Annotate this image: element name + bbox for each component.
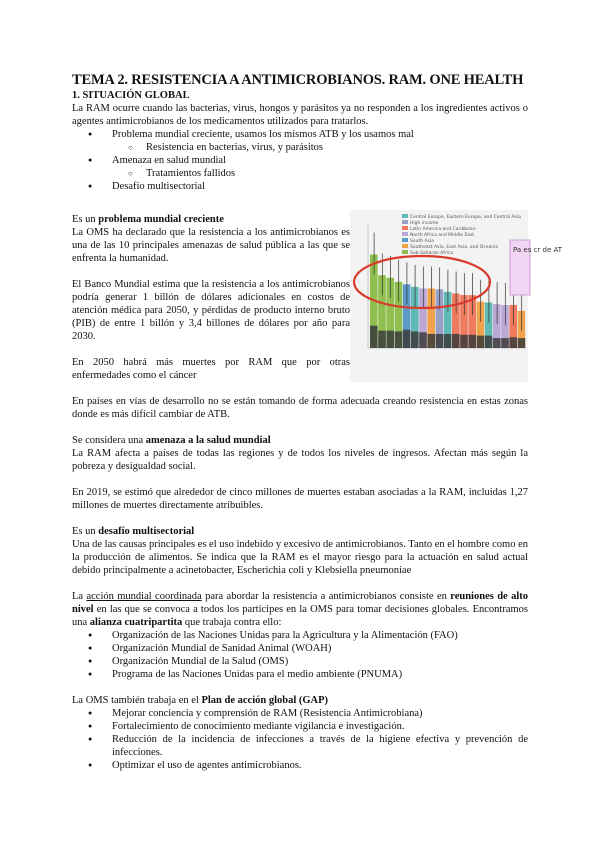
paragraph: El Banco Mundial estima que la resistencia a los antimicrobianos podría generar 1 billón de dólares adicionales en costos de atención médica para 2050, y pérdidas de producto interno bruto (PIB) de entre 1 billón y 3,4 billones de dólares por año para 2030.: [72, 279, 350, 342]
list-item: ● Programa de las Naciones Unidas para el medio ambiente (PNUMA): [112, 668, 528, 681]
bar-attributable: [501, 338, 509, 348]
paragraph: En 2019, se estimó que alrededor de cinco millones de muertes estaban asociadas a la RAM, incluidas 1,27 millones de muertes directamente atribuibles.: [72, 487, 528, 511]
legend-label: North Africa and Middle East: [410, 233, 475, 238]
chart-svg: [350, 210, 563, 382]
paragraph: La RAM afecta a países de todas las regiones y de todos los niveles de ingresos. Afectan más según la pobreza y desigualdad social.: [72, 448, 528, 472]
overlay-text: Pa es cr de AT: [513, 246, 563, 254]
amr-deaths-chart-image: [350, 210, 563, 382]
bar-attributable: [395, 331, 403, 348]
list-item: ● Organización Mundial de la Salud (OMS): [112, 655, 528, 668]
page-title: TEMA 2. RESISTENCIA A ANTIMICROBIANOS. RAM. ONE HEALTH: [72, 72, 524, 88]
bar-attributable: [436, 334, 444, 348]
paragraph: Una de las causas principales es el uso indebido y excesivo de antimicrobianos. Tanto en el hombre como en la producción de alimentos. Se indica que la RAM es el mayor riesgo para la actuación en salud actual debido principalmente a acinetobacter, Escherichia coli y Klebsiella pneumoniae: [72, 539, 528, 576]
bar-attributable: [411, 331, 419, 348]
bold-text: amenaza a la salud mundial: [145, 435, 271, 446]
legend-label: Sub-Saharan Africa: [410, 251, 454, 256]
legend-swatch: [402, 220, 408, 224]
list-item: ○ Resistencia en bacterias, virus, y parásitos: [146, 141, 528, 154]
bar-attributable: [493, 338, 501, 348]
bar-attributable: [386, 331, 394, 348]
list-item: ○ Tratamientos fallidos: [146, 167, 528, 180]
legend-label: Latin America and Caribbean: [410, 227, 476, 232]
subheading: [72, 434, 528, 447]
subheading: [72, 525, 528, 538]
bar-attributable: [419, 332, 427, 348]
legend-label: Southeast Asia, East Asia, and Oceania: [410, 245, 499, 250]
section-heading: 1. SITUACIÓN GLOBAL: [72, 90, 190, 101]
sub-list: [72, 141, 528, 154]
intro-paragraph: La RAM ocurre cuando las bacterias, virus, hongos y parásitos ya no responden a los ingredientes activos o agentes antimicrobianos de los medicamentos utilizados para tratarlos.: [72, 103, 528, 127]
list-item: ● Fortalecimiento de conocimiento mediante vigilancia e investigación.: [112, 720, 528, 733]
text: Es un: [72, 526, 99, 537]
text: para abordar la resistencia a antimicrobianos consiste en: [201, 591, 451, 602]
paragraph: En países en vías de desarrollo no se están tomando de forma adecuada creando resistencia en estas zonas donde es más difícil cambiar de ATB.: [72, 396, 528, 420]
bar-attributable: [518, 338, 526, 348]
legend-swatch: [402, 226, 408, 230]
paragraph: [72, 590, 528, 629]
legend-swatch: [402, 238, 408, 242]
list-item: ● Reducción de la incidencia de infecciones a través de la higiene efectiva y prevención de infecciones.: [112, 733, 528, 759]
list-item: ● Problema mundial creciente, usamos los mismos ATB y los usamos mal: [112, 128, 528, 141]
bold-text: desafío multisectorial: [98, 526, 195, 537]
bar-attributable: [427, 334, 435, 348]
summary-list: [72, 128, 528, 141]
bar-attributable: [378, 331, 386, 348]
list-item: ● Organización de las Naciones Unidas para la Agricultura y la Alimentación (FAO): [112, 629, 528, 642]
bar-attributable: [477, 336, 485, 348]
text: Es un: [72, 214, 99, 225]
list-item: ● Organización Mundial de Sanidad Animal (WOAH): [112, 642, 528, 655]
bold-text: alianza cuatripartita: [89, 617, 183, 628]
bar-attributable: [509, 337, 517, 348]
legend-swatch: [402, 244, 408, 248]
legend-label: Central Europe, Eastern Europe, and Central Asia: [410, 215, 521, 220]
bar-attributable: [444, 334, 452, 348]
bar-attributable: [403, 330, 411, 348]
legend-swatch: [402, 214, 408, 218]
text: La: [72, 591, 87, 602]
summary-list: [72, 180, 528, 193]
paragraph: La OMS ha declarado que la resistencia a los antimicrobianos es una de las 10 principales amenazas de salud pública a las que se enfrenta la humanidad.: [72, 227, 350, 264]
text: Se considera una: [72, 435, 146, 446]
bar-attributable: [460, 335, 468, 348]
subheading: [72, 694, 528, 707]
text: que trabaja contra ello:: [182, 617, 282, 628]
bold-text: problema mundial creciente: [98, 214, 224, 225]
bar-attributable: [452, 334, 460, 348]
list-item: ● Optimizar el uso de agentes antimicrobianos.: [112, 759, 528, 772]
legend-swatch: [402, 232, 408, 236]
legend-label: High income: [410, 221, 439, 226]
bar-attributable: [370, 326, 378, 348]
underlined-text: acción mundial coordinada: [86, 591, 202, 602]
alliance-list: [72, 629, 528, 681]
document-page: [72, 72, 563, 772]
list-item: ● Amenaza en salud mundial: [112, 154, 528, 167]
legend-label: South Asia: [410, 239, 434, 244]
bold-text: reuniones de alto nivel: [72, 591, 528, 615]
text: en las que se convoca a todos los partícipes en la OMS para tomar decisiones globales. Encontramos una: [72, 604, 528, 628]
list-item: ● Desafío multisectorial: [112, 180, 528, 193]
bar-attributable: [468, 335, 476, 348]
legend-swatch: [402, 250, 408, 254]
bar-attributable: [485, 336, 493, 348]
sub-list: [72, 167, 528, 180]
text: La OMS también trabaja en el: [72, 695, 202, 706]
summary-list: [72, 154, 528, 167]
paragraph: En 2050 habrá más muertes por RAM que por otras enfermedades como el cáncer: [72, 357, 350, 381]
bold-text: Plan de acción global (GAP): [201, 695, 329, 706]
gap-list: [72, 707, 528, 772]
subheading: [72, 213, 350, 226]
list-item: ● Mejorar conciencia y comprensión de RAM (Resistencia Antimicrobiana): [112, 707, 528, 720]
